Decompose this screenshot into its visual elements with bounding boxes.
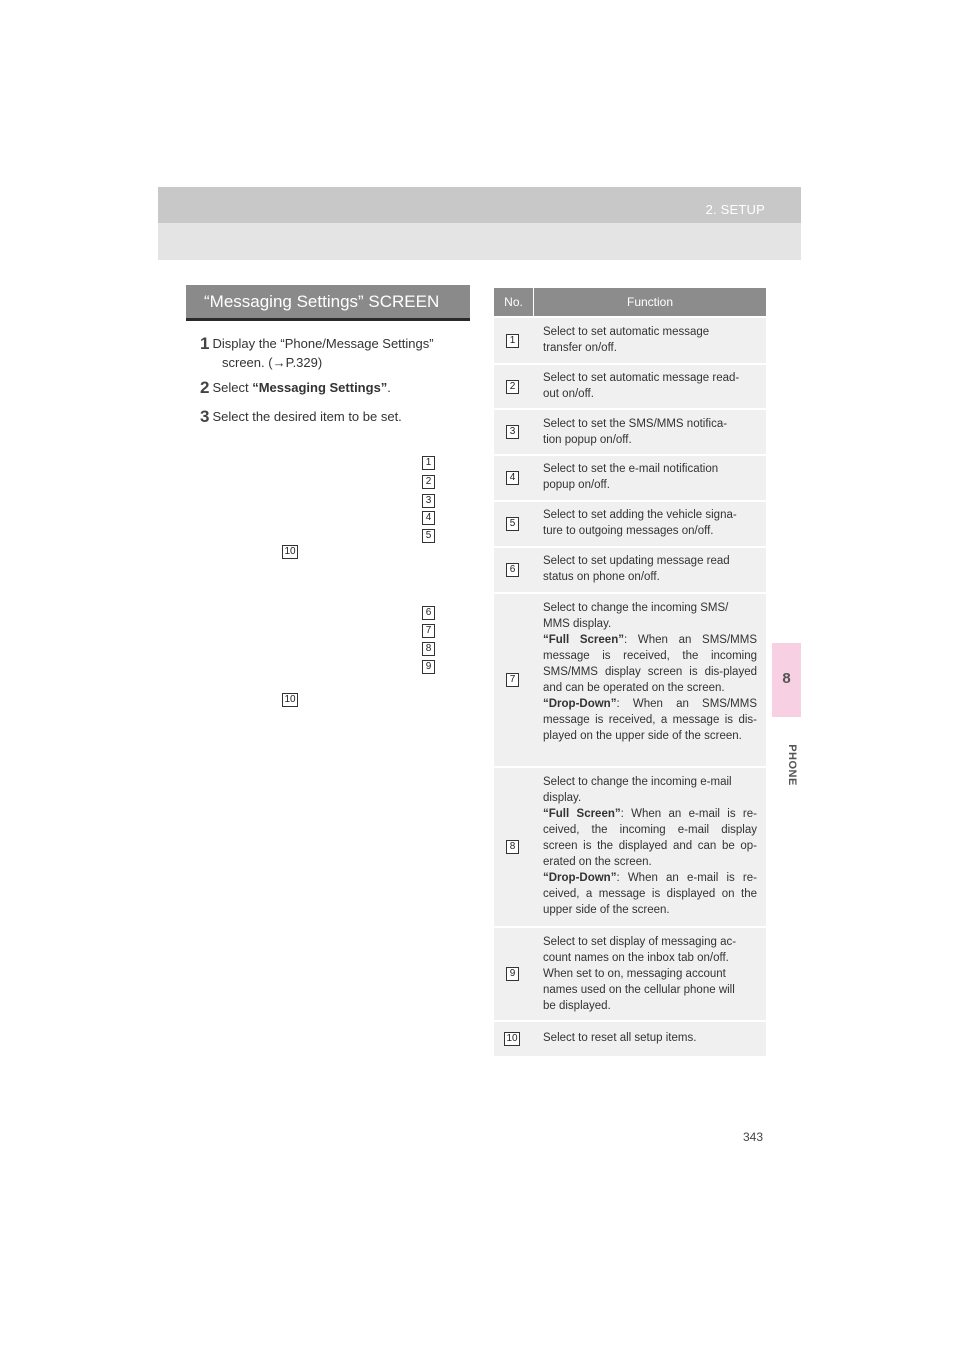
section-title: 2. SETUP	[705, 202, 765, 217]
callout-3: 3	[422, 494, 435, 508]
table-row	[494, 594, 766, 766]
header-band	[158, 187, 801, 223]
row-number-cell	[494, 318, 532, 363]
step-text-end: .	[387, 380, 391, 395]
step-text: Display the “Phone/Message Settings”	[212, 336, 434, 351]
callout-10: 10	[282, 545, 298, 559]
row-text: Select to set the e-mail notification	[543, 463, 719, 475]
option-label: “Full Screen”	[543, 808, 621, 820]
row-function	[543, 553, 757, 585]
callout-5: 5	[422, 529, 435, 543]
step-text: Select the desired item to be set.	[212, 409, 402, 424]
row-number: 9	[506, 967, 519, 981]
row-number: 5	[506, 517, 519, 531]
row-number-cell	[494, 502, 532, 546]
row-function	[543, 461, 757, 493]
table-row	[494, 365, 766, 408]
row-function	[543, 934, 757, 1014]
row-number: 7	[506, 673, 519, 687]
row-text: Select to change the incoming e-mail	[543, 776, 732, 788]
row-option-full-screen	[543, 806, 757, 870]
table-row	[494, 548, 766, 592]
row-number: 3	[506, 425, 519, 439]
callout-1: 1	[422, 456, 435, 470]
row-function	[543, 416, 757, 448]
row-number: 1	[506, 334, 519, 348]
row-text: Select to set the SMS/MMS notifica-	[543, 418, 728, 430]
callout-7: 7	[422, 624, 435, 638]
page-number: 343	[743, 1130, 764, 1144]
row-text: be displayed.	[543, 1000, 611, 1012]
row-text: Select to change the incoming SMS/	[543, 602, 729, 614]
row-number: 2	[506, 380, 519, 394]
option-text: : When an e-mail is re-ceived, the incoming e-mail display screen is the displayed and can be op-erated on the screen.	[543, 808, 757, 868]
callout-2: 2	[422, 475, 435, 489]
table-row	[494, 456, 766, 500]
table-row	[494, 768, 766, 926]
row-option-full-screen	[543, 632, 757, 696]
row-number-cell	[494, 410, 532, 454]
chapter-tab	[772, 643, 801, 717]
screen-heading	[186, 285, 470, 321]
step-3	[200, 406, 402, 426]
option-text: : When an SMS/MMS message is received, a message is dis-played on the upper side of the screen.	[543, 698, 757, 742]
row-number-cell	[494, 548, 532, 592]
step-text: Select	[212, 380, 253, 395]
row-function	[543, 324, 757, 356]
option-label: “Full Screen”	[543, 634, 624, 646]
row-number-cell	[494, 365, 532, 408]
step-1	[200, 333, 434, 372]
step-number: 2	[200, 378, 210, 397]
row-number: 10	[504, 1032, 520, 1046]
row-text: tion popup on/off.	[543, 434, 632, 446]
step-2	[200, 377, 391, 397]
row-text: When set to on, messaging account	[543, 968, 726, 980]
row-text: Select to set adding the vehicle signa-	[543, 509, 737, 521]
screen-heading-text: “Messaging Settings” SCREEN	[204, 292, 440, 311]
callout-9: 9	[422, 660, 435, 674]
row-text: MMS display.	[543, 618, 612, 630]
header-sub-band	[158, 223, 801, 260]
table-row	[494, 318, 766, 363]
row-number-cell	[494, 768, 532, 926]
step-text-bold: “Messaging Settings”	[252, 380, 388, 395]
row-function	[543, 600, 757, 744]
row-function	[543, 1030, 757, 1046]
callout-8: 8	[422, 642, 435, 656]
row-text: names used on the cellular phone will	[543, 984, 735, 996]
table-header	[494, 288, 766, 316]
step-number: 3	[200, 407, 210, 426]
option-label: “Drop-Down”	[543, 872, 617, 884]
option-text: : When an e-mail is re-ceived, a message is displayed on the upper side of the screen.	[543, 872, 757, 916]
row-number-cell	[494, 456, 532, 500]
row-option-drop-down	[543, 696, 757, 744]
row-text: out on/off.	[543, 388, 594, 400]
table-row	[494, 1022, 766, 1056]
row-number: 4	[506, 471, 519, 485]
step-text-cont: screen. (→P.329)	[222, 355, 323, 370]
row-function	[543, 774, 757, 918]
col-function-header: Function	[626, 295, 674, 309]
chapter-label-wrap	[784, 737, 798, 797]
row-text: Select to set automatic message read-	[543, 372, 740, 384]
row-number: 6	[506, 563, 519, 577]
chapter-label: PHONE	[786, 744, 798, 786]
row-text: Select to reset all setup items.	[543, 1032, 697, 1044]
row-text: display.	[543, 792, 582, 804]
row-number-cell	[494, 1022, 532, 1056]
option-text: : When an SMS/MMS message is received, the incoming SMS/MMS display screen is dis-played and can be operated on the screen.	[543, 634, 757, 694]
row-number-cell	[494, 928, 532, 1020]
row-text: Select to set automatic message	[543, 326, 710, 338]
chapter-number: 8	[782, 670, 791, 687]
table-row	[494, 410, 766, 454]
callout-10: 10	[282, 693, 298, 707]
row-text: status on phone on/off.	[543, 571, 660, 583]
row-text: Select to set display of messaging ac-	[543, 936, 737, 948]
row-number-cell	[494, 594, 532, 766]
row-text: popup on/off.	[543, 479, 610, 491]
callout-6: 6	[422, 606, 435, 620]
row-text: Select to set updating message read	[543, 555, 730, 567]
table-row	[494, 928, 766, 1020]
callout-4: 4	[422, 511, 435, 525]
row-function	[543, 370, 757, 402]
step-number: 1	[200, 334, 210, 353]
row-text: transfer on/off.	[543, 342, 617, 354]
row-option-drop-down	[543, 870, 757, 918]
row-function	[543, 507, 757, 539]
table-row	[494, 502, 766, 546]
col-no-header: No.	[504, 295, 523, 309]
row-number: 8	[506, 840, 519, 854]
row-text: ture to outgoing messages on/off.	[543, 525, 714, 537]
row-text: count names on the inbox tab on/off.	[543, 952, 729, 964]
option-label: “Drop-Down”	[543, 698, 617, 710]
